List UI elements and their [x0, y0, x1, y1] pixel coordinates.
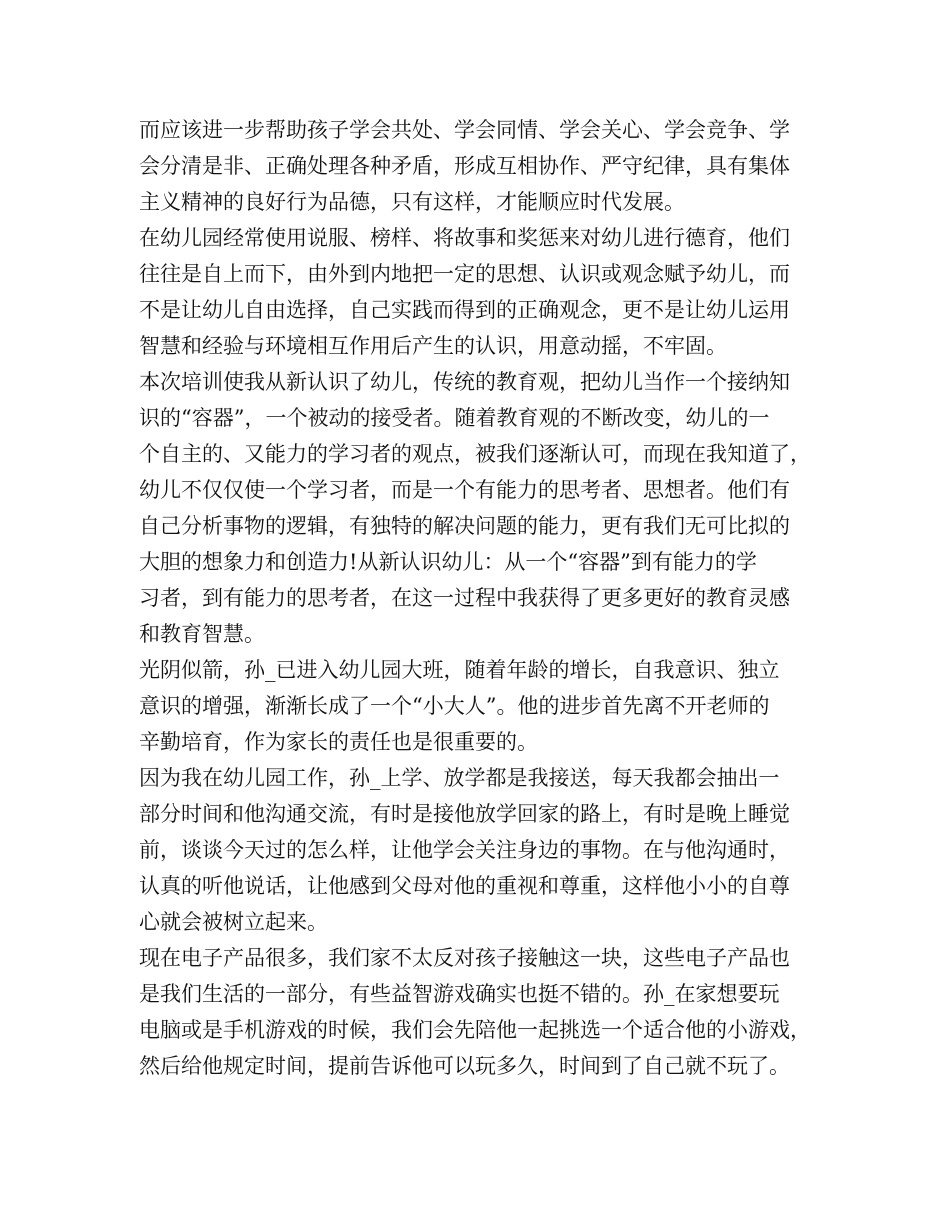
text-line: 前，谈谈今天过的怎么样，让他学会关注身边的事物。在与他沟通时， [139, 838, 790, 862]
text-line: 是我们生活的一部分，有些益智游戏确实也挺不错的。孙_在家想要玩 [139, 982, 780, 1006]
text-line: 然后给他规定时间，提前告诉他可以玩多久，时间到了自己就不玩了。 [139, 1054, 790, 1078]
text-line: 本次培训使我从新认识了幼儿，传统的教育观，把幼儿当作一个接纳知 [139, 370, 790, 394]
text-line: 现在电子产品很多，我们家不太反对孩子接触这一块，这些电子产品也 [139, 946, 790, 970]
text-line: 幼儿不仅仅使一个学习者，而是一个有能力的思考者、思想者。他们有 [139, 478, 790, 502]
text-line: 和教育智慧。 [139, 622, 265, 646]
text-line: 心就会被树立起来。 [139, 910, 328, 934]
text-line: 电脑或是手机游戏的时候，我们会先陪他一起挑选一个适合他的小游戏， [139, 1018, 811, 1042]
text-line: 光阴似箭，孙_已进入幼儿园大班，随着年龄的增长，自我意识、独立 [139, 658, 780, 682]
text-line: 认真的听他说话，让他感到父母对他的重视和尊重，这样他小小的自尊 [139, 874, 790, 898]
text-line: 意识的增强，渐渐长成了一个“小大人”。他的进步首先离不开老师的 [139, 694, 770, 718]
text-line: 在幼儿园经常使用说服、榜样、将故事和奖惩来对幼儿进行德育，他们 [139, 226, 790, 250]
text-line: 辛勤培育，作为家长的责任也是很重要的。 [139, 730, 538, 754]
text-line: 会分清是非、正确处理各种矛盾，形成互相协作、严守纪律，具有集体 [139, 154, 790, 178]
text-line: 而应该进一步帮助孩子学会共处、学会同情、学会关心、学会竞争、学 [139, 118, 790, 142]
text-line: 部分时间和他沟通交流，有时是接他放学回家的路上，有时是晚上睡觉 [139, 802, 790, 826]
text-line: 识的“容器”，一个被动的接受者。随着教育观的不断改变，幼儿的一 [139, 406, 770, 430]
text-line: 个自主的、又能力的学习者的观点，被我们逐渐认可，而现在我知道了， [139, 442, 811, 466]
text-line: 主义精神的良好行为品德，只有这样，才能顺应时代发展。 [139, 190, 685, 214]
text-line: 习者，到有能力的思考者，在这一过程中我获得了更多更好的教育灵感 [139, 586, 790, 610]
text-line: 往往是自上而下，由外到内地把一定的思想、认识或观念赋予幼儿，而 [139, 262, 790, 286]
text-line: 大胆的想象力和创造力!从新认识幼儿：从一个“容器”到有能力的学 [139, 550, 757, 574]
text-line: 因为我在幼儿园工作，孙_上学、放学都是我接送，每天我都会抽出一 [139, 766, 780, 790]
text-line: 自己分析事物的逻辑，有独特的解决问题的能力，更有我们无可比拟的 [139, 514, 790, 538]
text-line: 智慧和经验与环境相互作用后产生的认识，用意动摇，不牢固。 [139, 334, 727, 358]
document-body [139, 112, 819, 1084]
text-line: 不是让幼儿自由选择，自己实践而得到的正确观念，更不是让幼儿运用 [139, 298, 790, 322]
